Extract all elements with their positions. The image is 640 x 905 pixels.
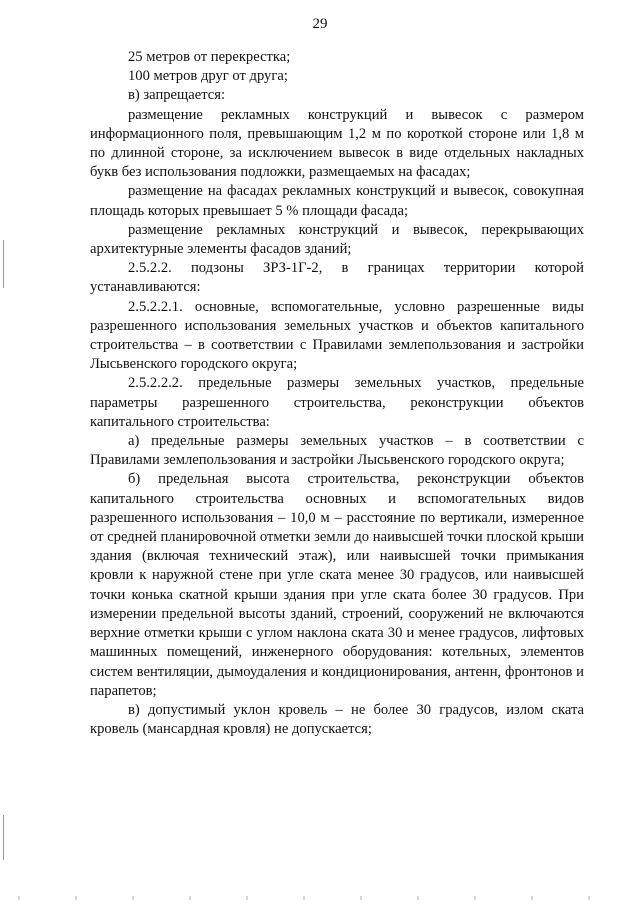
paragraph-ad-size-limit: размещение рекламных конструкций и вывесок с размером информационного поля, превышающим 1,2 м по короткой стороне или 1,8 м по длинной стороне, за исключением вывесок в виде отдельных накладных букв без использования подложки, размещаемых на фасадах; <box>90 106 584 181</box>
paragraph-ad-overlap: размещение рекламных конструкций и вывесок, перекрывающих архитектурные элементы фасадов зданий; <box>90 221 584 258</box>
paragraph-prohibited-heading: в) запрещается: <box>128 87 226 104</box>
paragraph-land-use-types: 2.5.2.2.1. основные, вспомогательные, условно разрешенные виды разрешенного использования земельных участков и объектов капитального строительства – в соответствии с Правилами землепользования и застройки Лысьвенского городского округа; <box>90 298 584 373</box>
scan-edge-mark <box>3 815 4 860</box>
paragraph-distance-between: 100 метров друг от друга; <box>128 68 288 85</box>
paragraph-plot-sizes: а) предельные размеры земельных участков – в соответствии с Правилами землепользования и застройки Лысьвенского городского округа; <box>90 433 584 469</box>
paragraph-distance-intersection: 25 метров от перекрестка; <box>128 49 291 65</box>
paragraph-subzone-heading: 2.5.2.2. подзоны ЗРЗ-1Г-2, в границах территории которой устанавливаются: <box>90 260 584 296</box>
paragraph-limit-parameters: 2.5.2.2.2. предельные размеры земельных участков, предельные параметры разрешенного строительства, реконструкции объектов капитального строительства: <box>90 375 584 430</box>
scan-edge-mark <box>3 240 4 288</box>
paragraph-roof-slope: в) допустимый уклон кровель – не более 30 градусов, излом ската кровель (мансардная кровля) не допускается; <box>90 701 584 738</box>
paragraph-height-limit: б) предельная высота строительства, реконструкции объектов капитального строительства основных и вспомогательных видов разрешенного использования – 10,0 м – расстояние по вертикали, измеренное от средней планировочной отметки земли до наивысшей точки плоской крыши здания (включая технический этаж), или наивысшей точки примыкания кровли к наружной стене при угле ската менее 30 градусов, или наивысшей точки конька скатной крыши здания при угле ската более 30 градусов. При измерении предельной высоты зданий, строений, сооружений не включаются верхние отметки крыши с углом наклона ската 30 и менее градусов, лифтовых машинных помещений, инженерного оборудования: котельных, элементов систем вентиляции, дымоудаления и кондиционирования, антенн, фронтонов и парапетов; <box>90 471 584 699</box>
page-number: 29 <box>312 16 328 32</box>
scan-bottom-noise <box>0 896 640 900</box>
document-body <box>90 48 584 739</box>
paragraph-ad-area-limit: размещение на фасадах рекламных конструкций и вывесок, совокупная площадь которых превышает 5 % площади фасада; <box>90 183 584 219</box>
